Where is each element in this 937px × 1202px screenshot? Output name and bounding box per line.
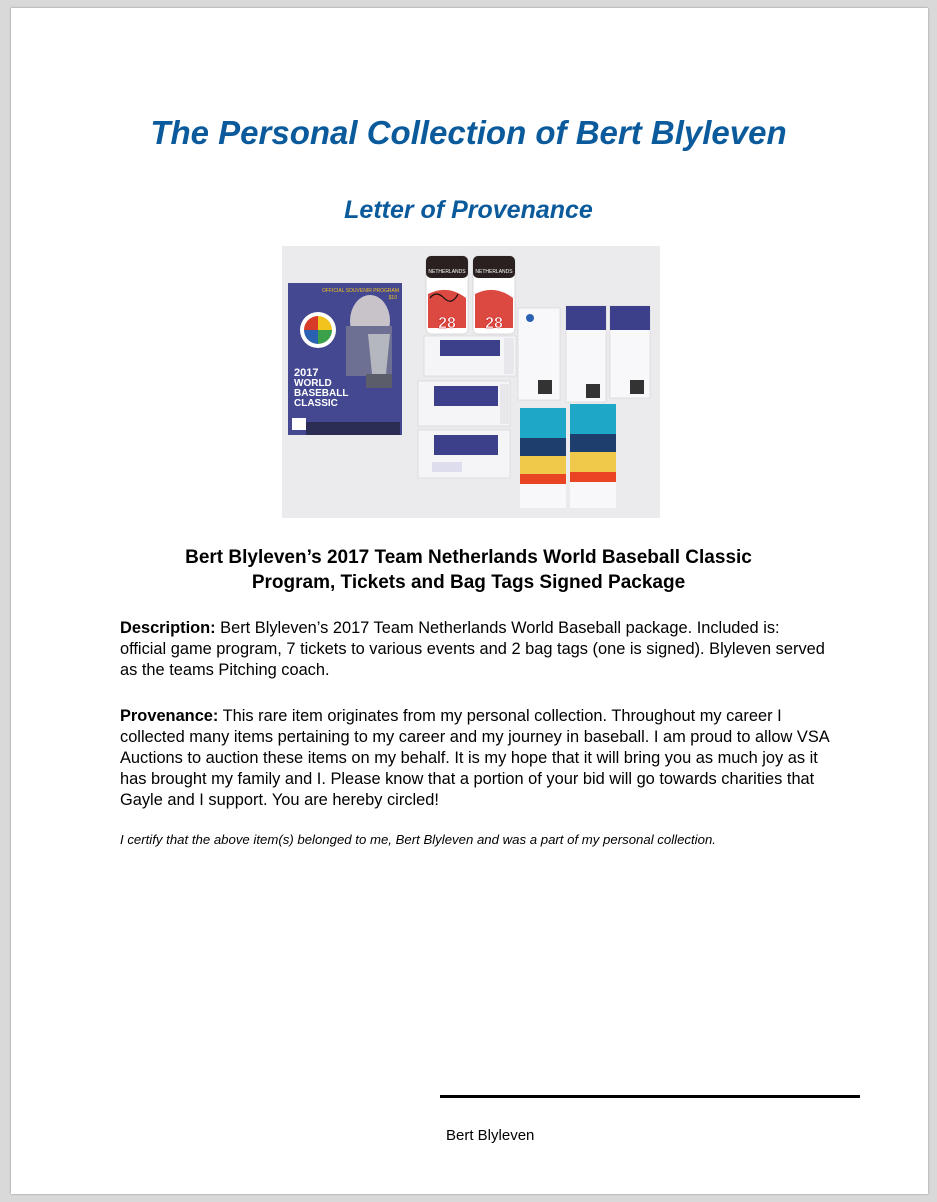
program-header: OFFICIAL SOUVENIR PROGRAM bbox=[322, 288, 400, 294]
description-text: Bert Blyleven’s 2017 Team Netherlands World Baseball package. Included is: official game program, 7 tickets to various events and 2 bag tags (one is signed). Blyleven served as the teams Pitching coach. bbox=[120, 619, 825, 679]
ticket-vertical-1 bbox=[518, 308, 560, 400]
program-title-line2: BASEBALL bbox=[294, 388, 349, 399]
bag-tag bbox=[473, 256, 515, 334]
document-title: The Personal Collection of Bert Blyleven bbox=[150, 114, 787, 151]
document-subtitle: Letter of Provenance bbox=[344, 196, 593, 224]
document-page bbox=[11, 8, 928, 1194]
ticket-horizontal-3 bbox=[418, 430, 510, 478]
provenance-text: This rare item originates from my personal collection. Throughout my career I collected many items pertaining to my career and my journey in baseball. I am proud to allow VSA Auctions to auction these items on my behalf. It is my hope that it will bring you as much joy as it has brought my family and I. Please know that a portion of your bid will go towards charities that Gayle and I support. You are hereby circled! bbox=[120, 707, 829, 809]
description-paragraph bbox=[120, 618, 830, 681]
certification-statement: I certify that the above item(s) belonged to me, Bert Blyleven and was a part of my personal collection. bbox=[120, 832, 716, 847]
item-heading-line1: Bert Blyleven’s 2017 Team Netherlands World Baseball Classic bbox=[185, 547, 752, 568]
program-title-line1: WORLD bbox=[294, 378, 332, 389]
ticket-color-2 bbox=[570, 404, 616, 508]
ticket-horizontal-2 bbox=[418, 381, 510, 426]
item-heading-line2: Program, Tickets and Bag Tags Signed Package bbox=[251, 572, 686, 593]
signature-line bbox=[440, 1095, 860, 1098]
ticket-vertical-2 bbox=[566, 306, 606, 402]
bag-tag-signed bbox=[426, 256, 468, 334]
item-heading bbox=[0, 545, 937, 595]
provenance-paragraph bbox=[120, 706, 830, 811]
program-image bbox=[288, 283, 402, 435]
ticket-horizontal-1 bbox=[424, 336, 516, 376]
svg-text:NETHERLANDS: NETHERLANDS bbox=[475, 269, 513, 275]
program-price: $10 bbox=[388, 295, 397, 301]
program-title-line3: CLASSIC bbox=[294, 398, 338, 409]
provenance-label: Provenance: bbox=[120, 707, 219, 725]
program-year: 2017 bbox=[294, 367, 319, 379]
svg-text:NETHERLANDS: NETHERLANDS bbox=[428, 269, 466, 275]
description-label: Description: bbox=[120, 619, 216, 637]
ticket-color-1 bbox=[520, 408, 566, 508]
signature-name: Bert Blyleven bbox=[446, 1127, 535, 1144]
memorabilia-photo bbox=[282, 246, 660, 518]
ticket-vertical-3 bbox=[610, 306, 650, 398]
svg-text:28: 28 bbox=[485, 315, 503, 332]
svg-text:28: 28 bbox=[438, 315, 456, 332]
